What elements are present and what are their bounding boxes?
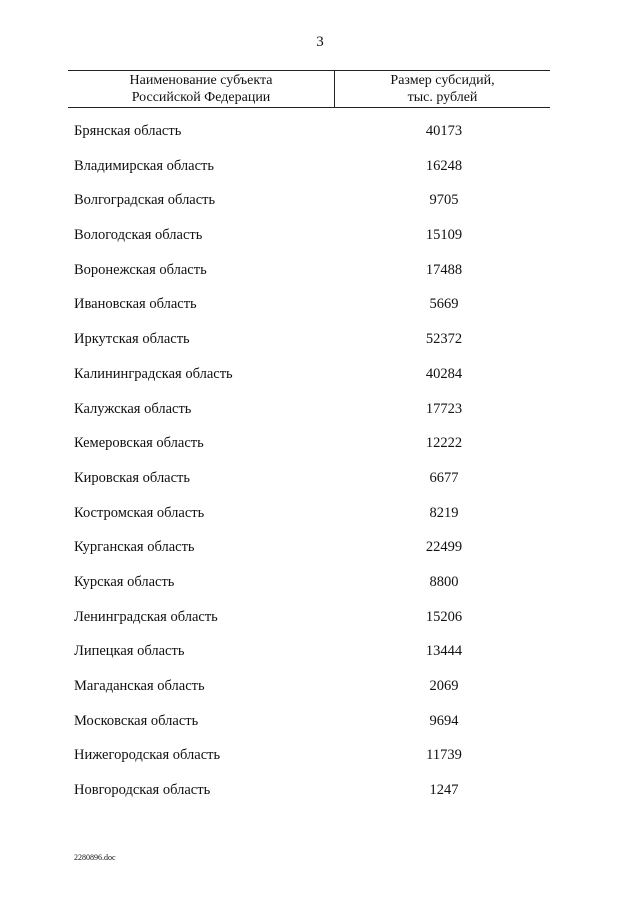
region-name: Костромская область — [74, 504, 205, 521]
table-row — [0, 114, 640, 149]
table-row — [0, 392, 640, 427]
region-name: Ленинградская область — [74, 608, 218, 625]
region-name: Курская область — [74, 573, 175, 590]
region-name: Липецкая область — [74, 643, 185, 660]
table-row — [0, 600, 640, 635]
region-name: Новгородская область — [74, 782, 211, 799]
region-name: Волгоградская область — [74, 192, 216, 209]
subsidy-amount: 16248 — [425, 157, 463, 174]
table-row — [0, 183, 640, 218]
subsidy-amount: 2069 — [429, 678, 459, 694]
subsidy-amount: 17488 — [425, 261, 463, 278]
subsidy-amount: 15206 — [425, 608, 463, 625]
region-name: Владимирская область — [74, 157, 214, 174]
header-region-name-line2: Российской Федерации — [131, 90, 271, 105]
subsidy-amount: 6677 — [429, 469, 459, 486]
subsidy-amount: 11739 — [426, 747, 462, 764]
region-name: Магаданская область — [74, 678, 205, 694]
table-row — [0, 322, 640, 357]
table-header — [68, 70, 550, 108]
region-name: Брянская область — [74, 123, 182, 139]
table-row — [0, 149, 640, 184]
table-row — [0, 704, 640, 739]
subsidy-amount: 8800 — [429, 573, 459, 590]
table-row — [0, 218, 640, 253]
subsidy-amount: 12222 — [425, 435, 463, 452]
subsidy-amount: 40173 — [425, 123, 463, 139]
table-row — [0, 530, 640, 565]
table-body — [0, 114, 640, 808]
region-name: Калининградская область — [74, 365, 233, 382]
table-row — [0, 253, 640, 288]
header-region-name — [68, 71, 335, 107]
region-name: Нижегородская область — [74, 747, 221, 764]
table-row — [0, 669, 640, 704]
subsidy-amount: 1247 — [429, 782, 459, 799]
table-row — [0, 773, 640, 808]
subsidy-amount: 5669 — [429, 296, 459, 313]
table-row — [0, 357, 640, 392]
document-file-id: 2280896.doc — [74, 853, 116, 862]
table-row — [0, 426, 640, 461]
header-region-name-line1: Наименование субъекта — [129, 73, 273, 88]
region-name: Воронежская область — [74, 261, 207, 278]
subsidy-amount: 9705 — [429, 192, 459, 209]
region-name: Калужская область — [74, 400, 192, 417]
region-name: Иркутская область — [74, 331, 190, 348]
subsidy-amount: 40284 — [425, 365, 463, 382]
table-row — [0, 738, 640, 773]
table-row — [0, 634, 640, 669]
subsidy-amount: 15109 — [425, 227, 463, 244]
table-row — [0, 287, 640, 322]
region-name: Кемеровская область — [74, 435, 204, 452]
subsidy-amount: 13444 — [425, 643, 463, 660]
page-number: 3 — [316, 34, 324, 50]
header-subsidy-amount-line1: Размер субсидий, — [390, 73, 495, 88]
region-name: Кировская область — [74, 469, 191, 486]
subsidy-amount: 52372 — [425, 331, 463, 348]
subsidy-amount: 9694 — [429, 712, 459, 729]
subsidy-amount: 8219 — [429, 504, 459, 521]
header-subsidy-amount-line2: тыс. рублей — [407, 90, 478, 105]
subsidy-amount: 17723 — [425, 400, 463, 417]
table-row — [0, 565, 640, 600]
table-row — [0, 496, 640, 531]
subsidy-amount: 22499 — [425, 539, 463, 556]
region-name: Вологодская область — [74, 227, 203, 244]
region-name: Ивановская область — [74, 296, 197, 313]
region-name: Курганская область — [74, 539, 195, 556]
table-row — [0, 461, 640, 496]
header-subsidy-amount — [335, 71, 550, 107]
region-name: Московская область — [74, 712, 199, 729]
